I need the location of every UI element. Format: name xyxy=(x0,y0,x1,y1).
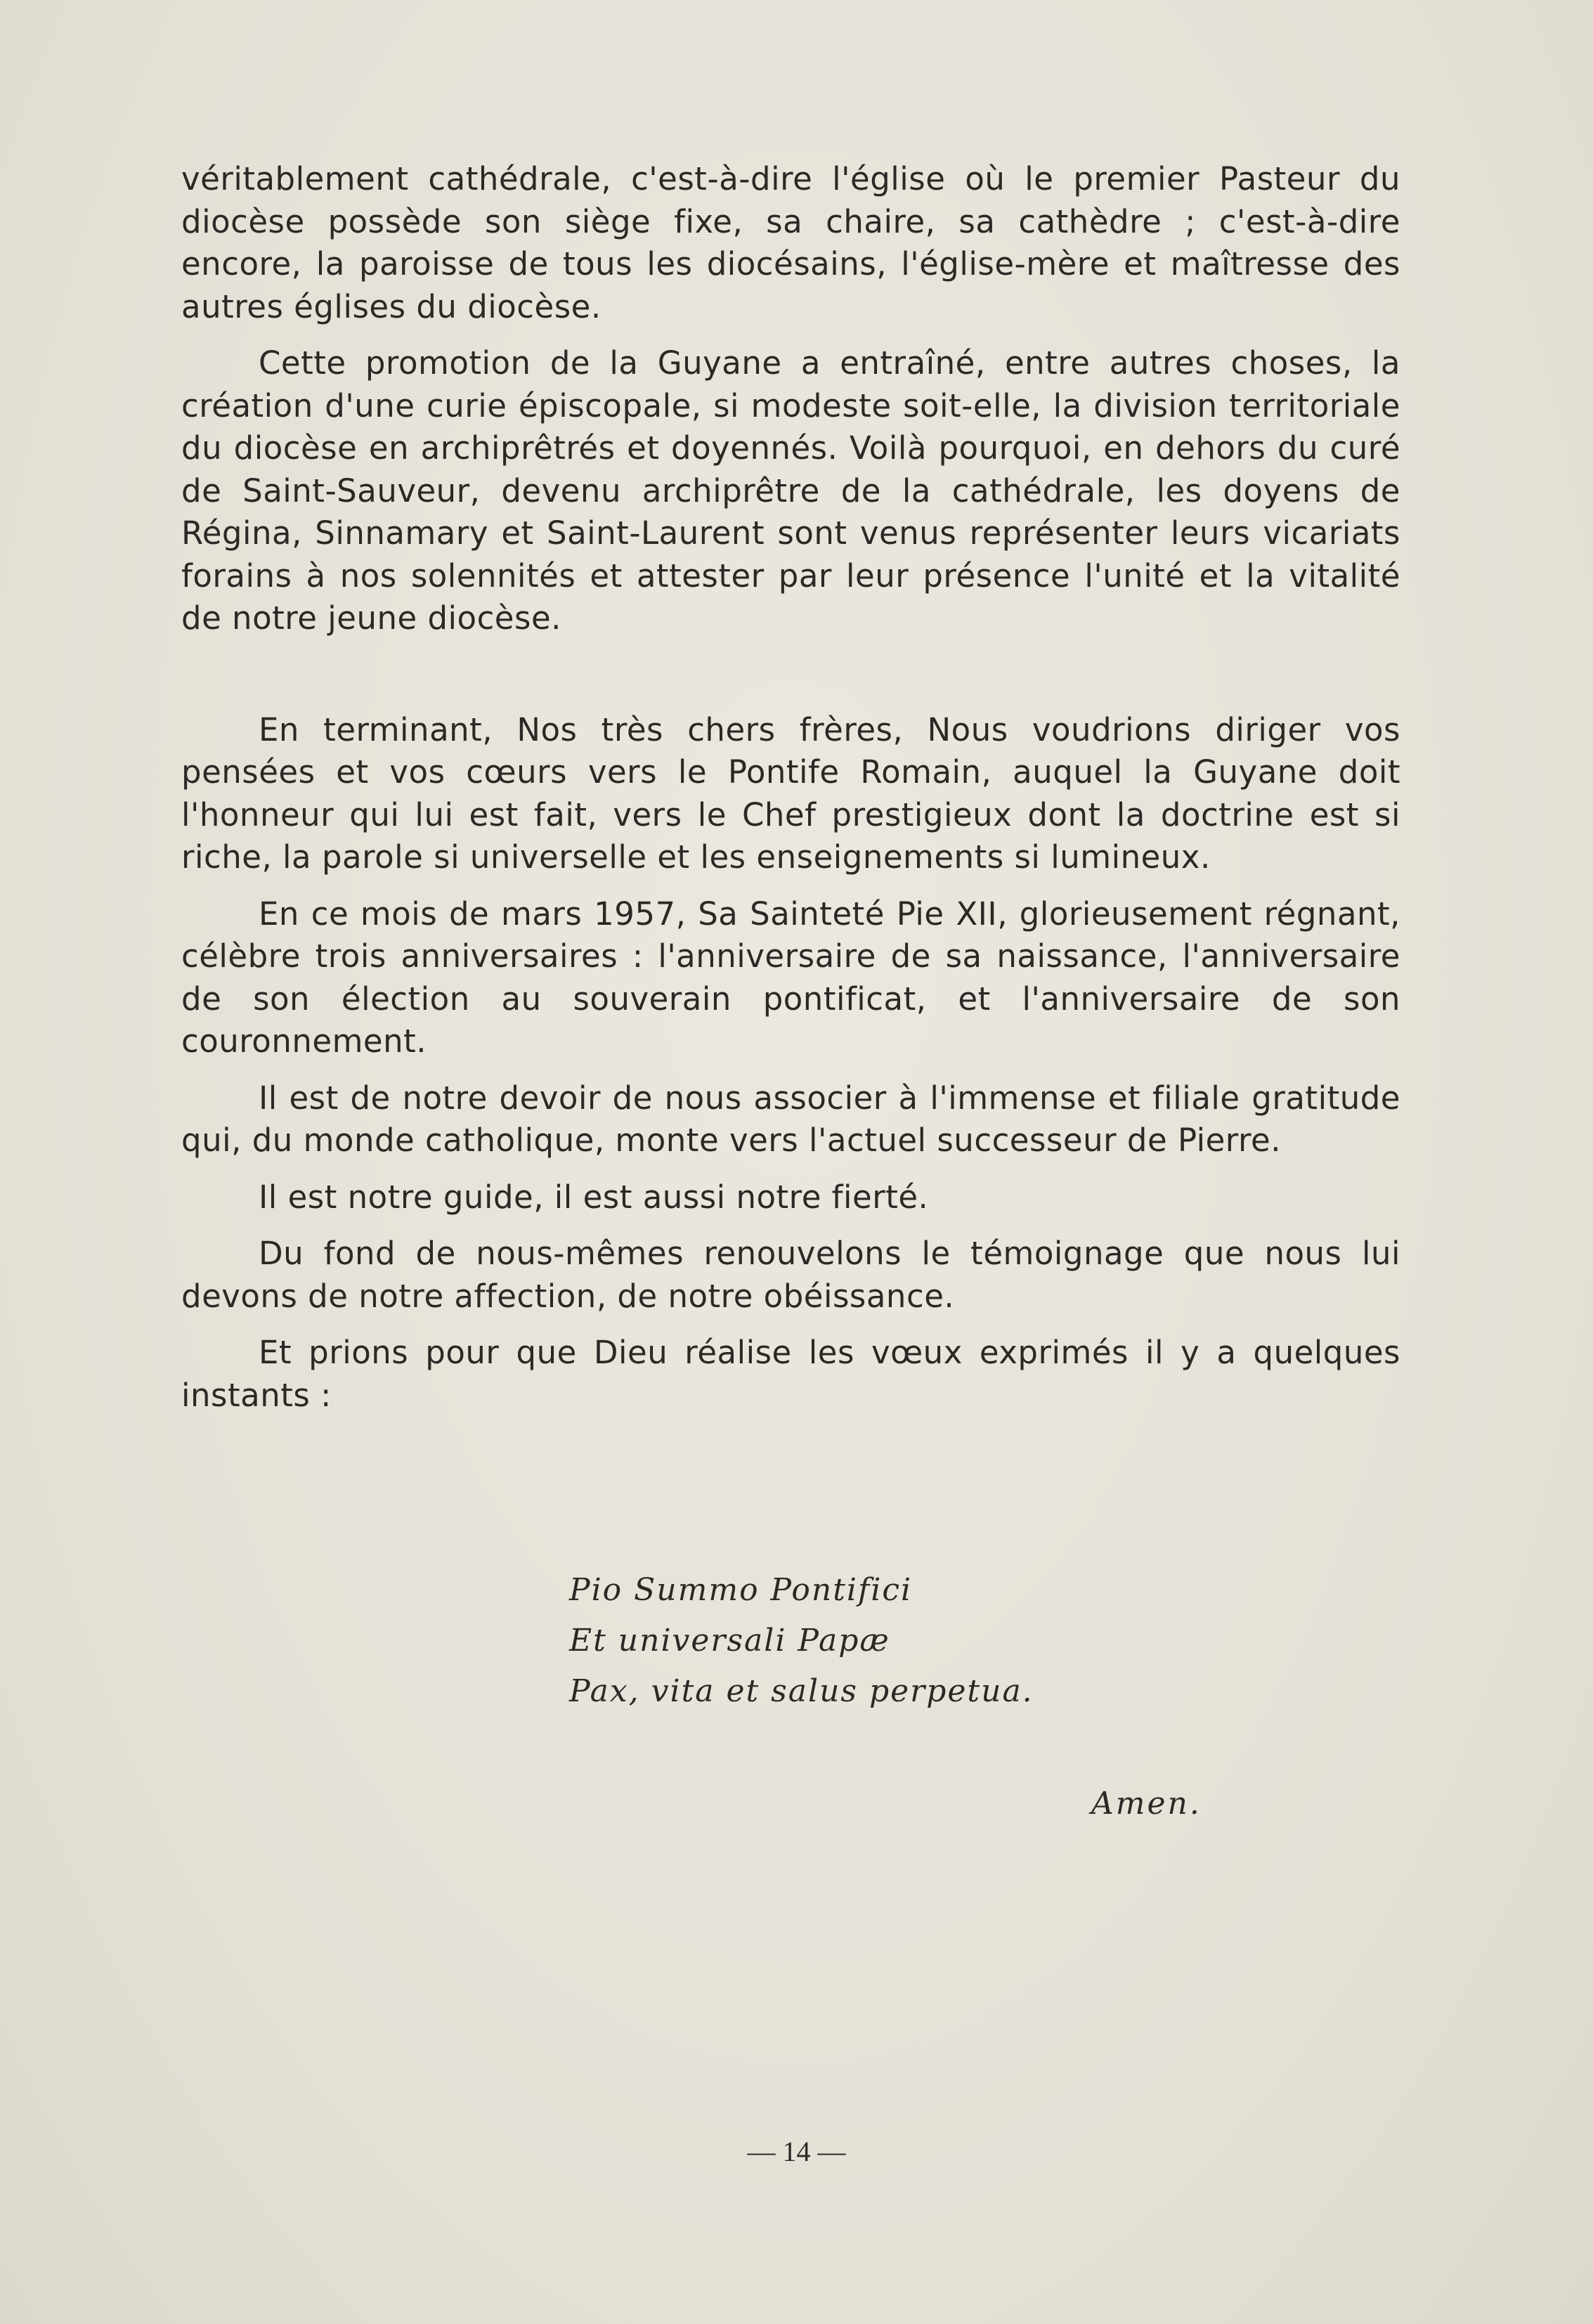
latin-verse xyxy=(569,1565,1034,1717)
closing-amen: Amen. xyxy=(1091,1786,1202,1822)
verse-line-2: Et universali Papæ xyxy=(569,1623,890,1658)
verse-line-3: Pax, vita et salus perpetua. xyxy=(569,1673,1034,1709)
paragraph-2: Cette promotion de la Guyane a entraîné, entre autres choses, la création d'une curie épiscopale, si modeste soit-elle, la division territoriale du diocèse en archiprêtrés et doyennés. Voilà pourquoi, en dehors du curé de Saint-Sauveur, devenu archiprêtre de la cathédrale, les doyens de Régina, Sinnamary et Saint-Laurent sont venus représenter leurs vicariats forains à nos solennités et attester par leur présence l'unité et la vitalité de notre jeune diocèse. xyxy=(181,344,1400,637)
paragraph-4: En ce mois de mars 1957, Sa Sainteté Pie XII, glorieusement régnant, célèbre trois anniversaires : l'anniversaire de sa naissance, l'anniversaire de son élection au souverain pontificat, et l'anniversaire de son couronnement. xyxy=(181,895,1400,1060)
paragraph-1: véritablement cathédrale, c'est-à-dire l'église où le premier Pasteur du diocèse possède son siège fixe, sa chaire, sa cathèdre ; c'est-à-dire encore, la paroisse de tous les diocésains, l'église-mère et maîtresse des autres églises du diocèse. xyxy=(181,160,1400,325)
body-text xyxy=(181,158,1400,1417)
paragraph-3: En terminant, Nos très chers frères, Nous voudrions diriger vos pensées et vos cœurs vers le Pontife Romain, auquel la Guyane doit l'honneur qui lui est fait, vers le Chef prestigieux dont la doctrine est si riche, la parole si universelle et les enseignements si lumineux. xyxy=(181,710,1400,876)
paragraph-8: Et prions pour que Dieu réalise les vœux exprimés il y a quelques instants : xyxy=(181,1334,1400,1414)
page-number: — 14 — xyxy=(747,2136,846,2167)
verse-line-1: Pio Summo Pontifici xyxy=(569,1572,913,1608)
paragraph-6: Il est notre guide, il est aussi notre fierté. xyxy=(259,1178,929,1216)
paragraph-7: Du fond de nous-mêmes renouvelons le témoignage que nous lui devons de notre affection, de notre obéissance. xyxy=(181,1235,1400,1315)
paragraph-5: Il est de notre devoir de nous associer à l'immense et filiale gratitude qui, du monde catholique, monte vers l'actuel successeur de Pierre. xyxy=(181,1079,1400,1159)
